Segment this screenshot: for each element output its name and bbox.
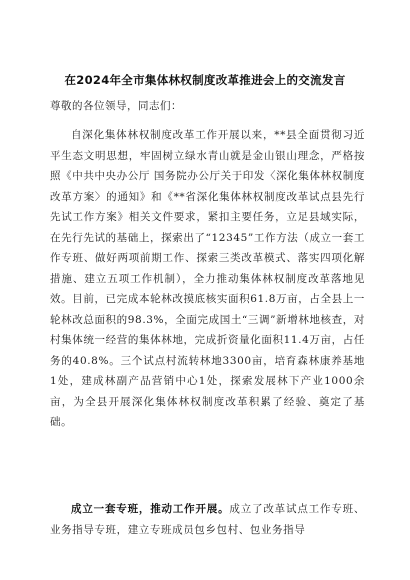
paragraph-section-one <box>50 499 365 541</box>
section-heading-inline: 成立一套专班，推动工作开展。 <box>71 503 230 515</box>
greeting-line: 尊敬的各位领导，同志们： <box>50 100 182 112</box>
paragraph-intro: 自深化集体林权制度改革工作开展以来，**县全面贯彻习近平生态文明思想，牢固树立绿水青山就是金山银山理念，严格按照《中共中央办公厅 国务院办公厅关于印发〈深化集体林权制度改革方案〉的通知》和《**省深化集体林权制度改革试点县先行先试工作方案》相关文件要求，紧扣主要任务，立足县域实际，在先行先试的基础上，探索出了“12345”工作方法（成立一套工作专班、做好两项前期工作、探索三类改革模式、落实四项化解措施、建立五项工作机制），全力推动集体林权制度改革落地见效。目前，已完成本轮林改摸底核实面积61.8万亩，占全县上一轮林改总面积的98.3%，全面完成国土“三调”新增林地核查，对村集体统一经营的集体林地，完成折资量化面积11.4万亩，占任务的40.8%。三个试点村流转林地3300亩，培育森林康养基地1处，建成林副产品营销中心1处，探索发展林下产业1000余亩，为全县开展深化集体林权制度改革积累了经验、奠定了基础。 <box>50 129 365 428</box>
document-title: 在2024年全市集体林权制度改革推进会上的交流发言 <box>64 73 346 87</box>
section-text: 成立了改革试点工作专班、业务指导专班，建立专班成员包乡包村、包业务指导 <box>50 503 365 536</box>
